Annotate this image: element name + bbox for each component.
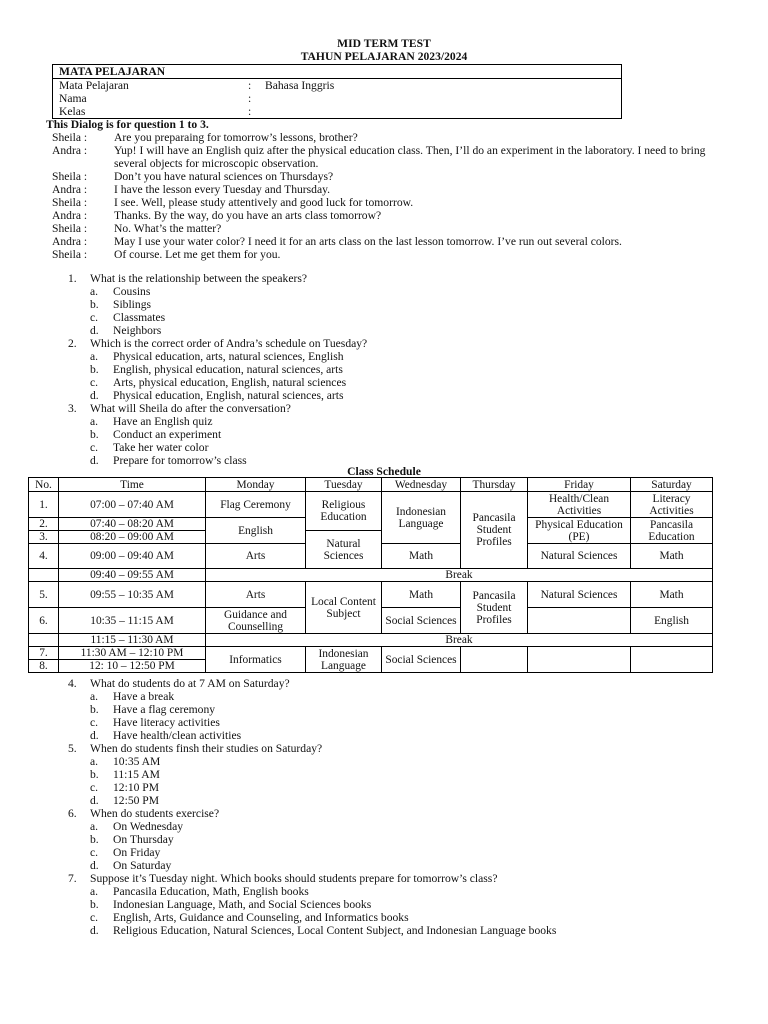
speaker: Sheila : — [52, 248, 88, 261]
question-number: 2. — [68, 337, 77, 350]
identity-colon: : — [248, 79, 252, 92]
cell-time: 12: 10 – 12:50 PM — [59, 660, 206, 673]
option-a[interactable]: a. Pancasila Education, Math, English books — [90, 885, 309, 898]
header-monday: Monday — [206, 478, 306, 492]
option-a[interactable]: a. Have a break — [90, 690, 175, 703]
option-b[interactable]: b. Have a flag ceremony — [90, 703, 216, 716]
cell-friday: Health/Clean Activities — [528, 492, 631, 518]
speaker: Sheila : — [52, 131, 88, 144]
cell-time: 09:55 – 10:35 AM — [59, 582, 206, 608]
option-a[interactable]: a. Cousins — [90, 285, 151, 298]
identity-row-subject — [53, 79, 621, 92]
cell-monday: Informatics — [206, 647, 306, 673]
question-list-dialog — [68, 272, 708, 467]
question-3 — [68, 402, 708, 467]
cell-no: 6. — [29, 608, 59, 634]
header-friday: Friday — [528, 478, 631, 492]
cell-monday: Arts — [206, 582, 306, 608]
dialog-line — [52, 235, 712, 248]
cell-no: 8. — [29, 660, 59, 673]
header-saturday: Saturday — [631, 478, 713, 492]
option-list — [90, 885, 708, 937]
header-tuesday: Tuesday — [306, 478, 382, 492]
identity-label: Nama — [59, 92, 87, 105]
option-a[interactable]: a. On Wednesday — [90, 820, 184, 833]
question-text: Suppose it’s Tuesday night. Which books should students prepare for tomorrow’s class? — [90, 872, 498, 885]
question-4 — [68, 677, 708, 742]
identity-heading: MATA PELAJARAN — [53, 65, 621, 79]
identity-colon: : — [248, 105, 252, 118]
cell-time: 07:00 – 07:40 AM — [59, 492, 206, 518]
option-a[interactable]: a. Have an English quiz — [90, 415, 213, 428]
cell-saturday: Math — [631, 544, 713, 569]
question-list-schedule — [68, 677, 708, 937]
option-c[interactable]: c. 12:10 PM — [90, 781, 160, 794]
dialog-line — [52, 170, 712, 183]
cell-tuesday: Local Content Subject — [306, 582, 382, 634]
speaker: Andra : — [52, 235, 88, 248]
option-c[interactable]: c. Arts, physical education, English, natural sciences — [90, 376, 347, 389]
option-b[interactable]: b. Indonesian Language, Math, and Social Sciences books — [90, 898, 372, 911]
question-2 — [68, 337, 708, 402]
question-5 — [68, 742, 708, 807]
cell-saturday — [631, 647, 713, 673]
speaker: Andra : — [52, 209, 88, 222]
cell-friday — [528, 647, 631, 673]
cell-no: 3. — [29, 531, 59, 544]
utterance: Thanks. By the way, do you have an arts class tomorrow? — [114, 209, 382, 222]
question-text: What is the relationship between the speakers? — [90, 272, 307, 285]
table-row-break — [29, 634, 713, 647]
speaker: Sheila : — [52, 196, 88, 209]
question-text: What do students do at 7 AM on Saturday? — [90, 677, 290, 690]
option-a[interactable]: a. 10:35 AM — [90, 755, 161, 768]
option-list — [90, 285, 708, 337]
cell-no — [29, 569, 59, 582]
option-c[interactable]: c. Have literacy activities — [90, 716, 220, 729]
speaker: Andra : — [52, 144, 88, 157]
cell-no: 1. — [29, 492, 59, 518]
break-label: Break — [206, 569, 713, 582]
question-number: 5. — [68, 742, 77, 755]
option-list — [90, 690, 708, 742]
question-1 — [68, 272, 708, 337]
option-b[interactable]: b. On Thursday — [90, 833, 174, 846]
cell-monday: English — [206, 518, 306, 544]
option-b[interactable]: b. Conduct an experiment — [90, 428, 222, 441]
option-list — [90, 415, 708, 467]
cell-time: 08:20 – 09:00 AM — [59, 531, 206, 544]
cell-wednesday: Social Sciences — [382, 608, 461, 634]
utterance: I see. Well, please study attentively and good luck for tomorrow. — [114, 196, 414, 209]
identity-row-class — [53, 105, 621, 118]
question-number: 6. — [68, 807, 77, 820]
identity-box — [52, 64, 622, 119]
dialog-line — [52, 248, 712, 261]
option-c[interactable]: c. Classmates — [90, 311, 166, 324]
cell-friday: Natural Sciences — [528, 582, 631, 608]
option-c[interactable]: c. Take her water color — [90, 441, 209, 454]
cell-tuesday: Religious Education — [306, 492, 382, 531]
utterance: May I use your water color? I need it for an arts class on the last lesson tomorrow. I’ve run out several colors. — [114, 235, 622, 248]
test-title: MID TERM TEST — [337, 37, 431, 50]
cell-monday: Guidance and Counselling — [206, 608, 306, 634]
option-d[interactable]: d. Religious Education, Natural Sciences, Local Content Subject, and Indonesian Language books — [90, 924, 557, 937]
option-list — [90, 820, 708, 872]
dialog-line — [52, 183, 712, 196]
cell-thursday: Pancasila Student Profiles — [461, 492, 528, 569]
cell-wednesday: Math — [382, 544, 461, 569]
dialog-heading: This Dialog is for question 1 to 3. — [46, 118, 209, 131]
option-d[interactable]: d. 12:50 PM — [90, 794, 160, 807]
question-number: 3. — [68, 402, 77, 415]
option-d[interactable]: d. Physical education, English, natural sciences, arts — [90, 389, 344, 402]
speaker: Sheila : — [52, 170, 88, 183]
cell-tuesday: Indonesian Language — [306, 647, 382, 673]
option-d[interactable]: d. Neighbors — [90, 324, 162, 337]
question-number: 4. — [68, 677, 77, 690]
dialog-line — [52, 144, 712, 170]
cell-saturday: Pancasila Education — [631, 518, 713, 544]
academic-year: TAHUN PELAJARAN 2023/2024 — [300, 50, 468, 63]
table-row — [29, 647, 713, 660]
cell-thursday — [461, 647, 528, 673]
identity-label: Mata Pelajaran — [59, 79, 129, 92]
cell-wednesday: Math — [382, 582, 461, 608]
cell-no — [29, 634, 59, 647]
question-number: 7. — [68, 872, 77, 885]
cell-time: 10:35 – 11:15 AM — [59, 608, 206, 634]
header-time: Time — [59, 478, 206, 492]
cell-time: 09:40 – 09:55 AM — [59, 569, 206, 582]
option-b[interactable]: b. English, physical education, natural sciences, arts — [90, 363, 343, 376]
dialog-line — [52, 131, 712, 144]
header-no: No. — [29, 478, 59, 492]
class-schedule-table — [28, 477, 713, 673]
speaker: Sheila : — [52, 222, 88, 235]
cell-saturday: English — [631, 608, 713, 634]
question-text: Which is the correct order of Andra’s schedule on Tuesday? — [90, 337, 368, 350]
cell-monday: Flag Ceremony — [206, 492, 306, 518]
question-text: When do students finsh their studies on Saturday? — [90, 742, 323, 755]
break-label: Break — [206, 634, 713, 647]
cell-no: 7. — [29, 647, 59, 660]
table-row-break — [29, 569, 713, 582]
option-d[interactable]: d. Prepare for tomorrow’s class — [90, 454, 247, 467]
cell-friday: Physical Education (PE) — [528, 518, 631, 544]
option-d[interactable]: d. On Saturday — [90, 859, 172, 872]
dialog — [52, 131, 712, 261]
option-b[interactable]: b. Siblings — [90, 298, 152, 311]
cell-wednesday: Social Sciences — [382, 647, 461, 673]
cell-friday — [528, 608, 631, 634]
question-7 — [68, 872, 708, 937]
table-header-row — [29, 478, 713, 492]
utterance: No. What’s the matter? — [114, 222, 222, 235]
dialog-line — [52, 222, 712, 235]
option-b[interactable]: b. 11:15 AM — [90, 768, 160, 781]
option-a[interactable]: a. Physical education, arts, natural sciences, English — [90, 350, 344, 363]
cell-tuesday: Natural Sciences — [306, 531, 382, 569]
speaker: Andra : — [52, 183, 88, 196]
question-number: 1. — [68, 272, 77, 285]
cell-wednesday: Indonesian Language — [382, 492, 461, 544]
option-d[interactable]: d. Have health/clean activities — [90, 729, 242, 742]
utterance: Are you preparaing for tomorrow’s lessons, brother? — [114, 131, 358, 144]
utterance: Of course. Let me get them for you. — [114, 248, 281, 261]
table-row — [29, 492, 713, 518]
header-thursday: Thursday — [461, 478, 528, 492]
option-c[interactable]: c. English, Arts, Guidance and Counseling, and Informatics books — [90, 911, 409, 924]
identity-value: Bahasa Inggris — [265, 79, 335, 92]
cell-time: 11:15 – 11:30 AM — [59, 634, 206, 647]
cell-time: 07:40 – 08:20 AM — [59, 518, 206, 531]
cell-monday: Arts — [206, 544, 306, 569]
dialog-line — [52, 196, 712, 209]
identity-colon: : — [248, 92, 252, 105]
dialog-line — [52, 209, 712, 222]
option-list — [90, 755, 708, 807]
cell-time: 11:30 AM – 12:10 PM — [59, 647, 206, 660]
cell-no: 4. — [29, 544, 59, 569]
utterance: Don’t you have natural sciences on Thursdays? — [114, 170, 334, 183]
utterance: Yup! I will have an English quiz after the physical education class. Then, I’ll do an experiment in the laboratory. I need to bring several objects for microscopic observation. — [114, 144, 706, 170]
question-6 — [68, 807, 708, 872]
identity-label: Kelas — [59, 105, 86, 118]
cell-saturday: Literacy Activities — [631, 492, 713, 518]
table-row — [29, 582, 713, 608]
cell-saturday: Math — [631, 582, 713, 608]
schedule-title: Class Schedule — [347, 465, 421, 478]
cell-no: 2. — [29, 518, 59, 531]
header-wednesday: Wednesday — [382, 478, 461, 492]
cell-time: 09:00 – 09:40 AM — [59, 544, 206, 569]
option-c[interactable]: c. On Friday — [90, 846, 161, 859]
identity-row-name — [53, 92, 621, 105]
question-text: What will Sheila do after the conversation? — [90, 402, 291, 415]
question-text: When do students exercise? — [90, 807, 220, 820]
utterance: I have the lesson every Tuesday and Thursday. — [114, 183, 331, 196]
cell-no: 5. — [29, 582, 59, 608]
cell-friday: Natural Sciences — [528, 544, 631, 569]
cell-thursday: Pancasila Student Profiles — [461, 582, 528, 634]
option-list — [90, 350, 708, 402]
